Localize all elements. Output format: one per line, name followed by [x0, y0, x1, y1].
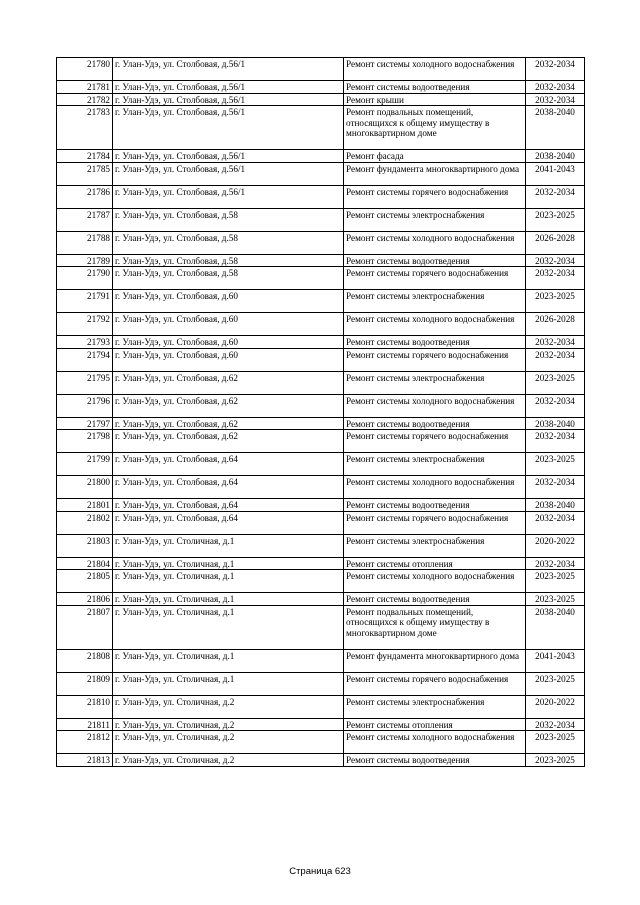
period-cell: 2038-2040: [526, 499, 585, 512]
work-type-cell: Ремонт системы электроснабжения: [344, 453, 526, 476]
row-number-cell: 21792: [57, 313, 113, 336]
work-type-cell: Ремонт системы холодного водоснабжения: [344, 58, 526, 81]
row-number-cell: 21800: [57, 476, 113, 499]
work-type-cell: Ремонт системы водоотведения: [344, 81, 526, 94]
row-number-cell: 21794: [57, 348, 113, 371]
row-number-cell: 21798: [57, 430, 113, 453]
work-type-cell: Ремонт системы электроснабжения: [344, 534, 526, 557]
row-number-cell: 21801: [57, 499, 113, 512]
period-cell: 2023-2025: [526, 290, 585, 313]
period-cell: 2023-2025: [526, 371, 585, 394]
work-type-cell: Ремонт системы электроснабжения: [344, 208, 526, 231]
row-number-cell: 21785: [57, 162, 113, 185]
row-number-cell: 21783: [57, 106, 113, 150]
period-cell: 2038-2040: [526, 605, 585, 649]
table-row: [57, 81, 585, 94]
period-cell: 2038-2040: [526, 150, 585, 163]
address-cell: г. Улан-Удэ, ул. Столбовая, д.62: [113, 417, 344, 430]
period-cell: 2023-2025: [526, 570, 585, 593]
row-number-cell: 21807: [57, 605, 113, 649]
work-type-cell: Ремонт системы электроснабжения: [344, 290, 526, 313]
row-number-cell: 21799: [57, 453, 113, 476]
work-type-cell: Ремонт системы горячего водоснабжения: [344, 348, 526, 371]
table-row: [57, 570, 585, 593]
period-cell: 2032-2034: [526, 254, 585, 267]
table-row: [57, 313, 585, 336]
work-type-cell: Ремонт системы водоотведения: [344, 336, 526, 349]
period-cell: 2032-2034: [526, 336, 585, 349]
table-row: [57, 336, 585, 349]
period-cell: 2023-2025: [526, 731, 585, 754]
row-number-cell: 21813: [57, 754, 113, 767]
period-cell: 2023-2025: [526, 208, 585, 231]
work-type-cell: Ремонт системы горячего водоснабжения: [344, 511, 526, 534]
period-cell: 2041-2043: [526, 162, 585, 185]
table-row: [57, 499, 585, 512]
address-cell: г. Улан-Удэ, ул. Столбовая, д.64: [113, 511, 344, 534]
row-number-cell: 21796: [57, 394, 113, 417]
work-type-cell: Ремонт системы холодного водоснабжения: [344, 476, 526, 499]
work-type-cell: Ремонт системы холодного водоснабжения: [344, 313, 526, 336]
address-cell: г. Улан-Удэ, ул. Столбовая, д.60: [113, 348, 344, 371]
work-type-cell: Ремонт системы холодного водоснабжения: [344, 394, 526, 417]
address-cell: г. Улан-Удэ, ул. Столбовая, д.60: [113, 336, 344, 349]
address-cell: г. Улан-Удэ, ул. Столбовая, д.56/1: [113, 58, 344, 81]
work-type-cell: Ремонт системы отопления: [344, 718, 526, 731]
work-type-cell: Ремонт системы холодного водоснабжения: [344, 231, 526, 254]
row-number-cell: 21797: [57, 417, 113, 430]
address-cell: г. Улан-Удэ, ул. Столбовая, д.58: [113, 208, 344, 231]
address-cell: г. Улан-Удэ, ул. Столичная, д.1: [113, 649, 344, 672]
address-cell: г. Улан-Удэ, ул. Столичная, д.2: [113, 754, 344, 767]
address-cell: г. Улан-Удэ, ул. Столбовая, д.56/1: [113, 106, 344, 150]
period-cell: 2032-2034: [526, 394, 585, 417]
period-cell: 2032-2034: [526, 511, 585, 534]
row-number-cell: 21784: [57, 150, 113, 163]
address-cell: г. Улан-Удэ, ул. Столбовая, д.60: [113, 290, 344, 313]
table-row: [57, 348, 585, 371]
table-row: [57, 371, 585, 394]
work-type-cell: Ремонт системы отопления: [344, 557, 526, 570]
work-type-cell: Ремонт системы электроснабжения: [344, 695, 526, 718]
capital-repair-table: [56, 57, 585, 767]
period-cell: 2032-2034: [526, 58, 585, 81]
row-number-cell: 21780: [57, 58, 113, 81]
table-row: [57, 231, 585, 254]
table-row: [57, 557, 585, 570]
period-cell: 2020-2022: [526, 534, 585, 557]
period-cell: 2038-2040: [526, 417, 585, 430]
row-number-cell: 21793: [57, 336, 113, 349]
table-row: [57, 672, 585, 695]
address-cell: г. Улан-Удэ, ул. Столичная, д.1: [113, 672, 344, 695]
work-type-cell: Ремонт системы горячего водоснабжения: [344, 430, 526, 453]
address-cell: г. Улан-Удэ, ул. Столбовая, д.64: [113, 453, 344, 476]
table-row: [57, 417, 585, 430]
work-type-cell: Ремонт системы холодного водоснабжения: [344, 570, 526, 593]
row-number-cell: 21790: [57, 267, 113, 290]
row-number-cell: 21789: [57, 254, 113, 267]
period-cell: 2023-2025: [526, 453, 585, 476]
address-cell: г. Улан-Удэ, ул. Столбовая, д.62: [113, 371, 344, 394]
table-row: [57, 605, 585, 649]
table-row: [57, 453, 585, 476]
table-row: [57, 290, 585, 313]
period-cell: 2023-2025: [526, 754, 585, 767]
address-cell: г. Улан-Удэ, ул. Столбовая, д.56/1: [113, 162, 344, 185]
table-row: [57, 754, 585, 767]
address-cell: г. Улан-Удэ, ул. Столичная, д.1: [113, 534, 344, 557]
work-type-cell: Ремонт системы горячего водоснабжения: [344, 672, 526, 695]
address-cell: г. Улан-Удэ, ул. Столичная, д.2: [113, 731, 344, 754]
row-number-cell: 21782: [57, 93, 113, 106]
table-row: [57, 58, 585, 81]
address-cell: г. Улан-Удэ, ул. Столбовая, д.60: [113, 313, 344, 336]
work-type-cell: Ремонт подвальных помещений, относящихся к общему имуществу в многоквартирном доме: [344, 605, 526, 649]
address-cell: г. Улан-Удэ, ул. Столичная, д.2: [113, 695, 344, 718]
period-cell: 2041-2043: [526, 649, 585, 672]
table-row: [57, 476, 585, 499]
work-type-cell: Ремонт системы водоотведения: [344, 754, 526, 767]
address-cell: г. Улан-Удэ, ул. Столичная, д.1: [113, 557, 344, 570]
table-row: [57, 731, 585, 754]
period-cell: 2032-2034: [526, 81, 585, 94]
page-number: Страница 623: [289, 866, 351, 877]
work-type-cell: Ремонт системы водоотведения: [344, 499, 526, 512]
address-cell: г. Улан-Удэ, ул. Столичная, д.1: [113, 593, 344, 606]
row-number-cell: 21812: [57, 731, 113, 754]
table-row: [57, 267, 585, 290]
table-row: [57, 106, 585, 150]
address-cell: г. Улан-Удэ, ул. Столбовая, д.58: [113, 254, 344, 267]
period-cell: 2038-2040: [526, 106, 585, 150]
period-cell: 2032-2034: [526, 476, 585, 499]
row-number-cell: 21788: [57, 231, 113, 254]
table-row: [57, 150, 585, 163]
work-type-cell: Ремонт крыши: [344, 93, 526, 106]
table-row: [57, 718, 585, 731]
row-number-cell: 21786: [57, 185, 113, 208]
row-number-cell: 21791: [57, 290, 113, 313]
period-cell: 2032-2034: [526, 557, 585, 570]
address-cell: г. Улан-Удэ, ул. Столбовая, д.56/1: [113, 81, 344, 94]
row-number-cell: 21808: [57, 649, 113, 672]
work-type-cell: Ремонт фундамента многоквартирного дома: [344, 649, 526, 672]
period-cell: 2026-2028: [526, 231, 585, 254]
work-type-cell: Ремонт системы холодного водоснабжения: [344, 731, 526, 754]
period-cell: 2032-2034: [526, 718, 585, 731]
work-type-cell: Ремонт системы электроснабжения: [344, 371, 526, 394]
table-row: [57, 430, 585, 453]
row-number-cell: 21795: [57, 371, 113, 394]
table-row: [57, 695, 585, 718]
table-body: [57, 58, 585, 767]
address-cell: г. Улан-Удэ, ул. Столбовая, д.58: [113, 231, 344, 254]
table-row: [57, 593, 585, 606]
table-row: [57, 394, 585, 417]
row-number-cell: 21804: [57, 557, 113, 570]
table-row: [57, 511, 585, 534]
row-number-cell: 21806: [57, 593, 113, 606]
row-number-cell: 21809: [57, 672, 113, 695]
row-number-cell: 21811: [57, 718, 113, 731]
address-cell: г. Улан-Удэ, ул. Столбовая, д.56/1: [113, 150, 344, 163]
period-cell: 2032-2034: [526, 430, 585, 453]
row-number-cell: 21781: [57, 81, 113, 94]
table-row: [57, 534, 585, 557]
table-row: [57, 649, 585, 672]
period-cell: 2026-2028: [526, 313, 585, 336]
address-cell: г. Улан-Удэ, ул. Столбовая, д.64: [113, 499, 344, 512]
work-type-cell: Ремонт фундамента многоквартирного дома: [344, 162, 526, 185]
period-cell: 2020-2022: [526, 695, 585, 718]
work-type-cell: Ремонт системы водоотведения: [344, 254, 526, 267]
work-type-cell: Ремонт системы водоотведения: [344, 593, 526, 606]
work-type-cell: Ремонт фасада: [344, 150, 526, 163]
row-number-cell: 21787: [57, 208, 113, 231]
address-cell: г. Улан-Удэ, ул. Столбовая, д.56/1: [113, 93, 344, 106]
period-cell: 2023-2025: [526, 593, 585, 606]
row-number-cell: 21805: [57, 570, 113, 593]
table-row: [57, 208, 585, 231]
period-cell: 2032-2034: [526, 185, 585, 208]
period-cell: 2023-2025: [526, 672, 585, 695]
period-cell: 2032-2034: [526, 348, 585, 371]
row-number-cell: 21803: [57, 534, 113, 557]
row-number-cell: 21810: [57, 695, 113, 718]
address-cell: г. Улан-Удэ, ул. Столбовая, д.62: [113, 394, 344, 417]
period-cell: 2032-2034: [526, 267, 585, 290]
table-row: [57, 185, 585, 208]
address-cell: г. Улан-Удэ, ул. Столбовая, д.56/1: [113, 185, 344, 208]
address-cell: г. Улан-Удэ, ул. Столбовая, д.58: [113, 267, 344, 290]
work-type-cell: Ремонт системы горячего водоснабжения: [344, 267, 526, 290]
row-number-cell: 21802: [57, 511, 113, 534]
period-cell: 2032-2034: [526, 93, 585, 106]
work-type-cell: Ремонт подвальных помещений, относящихся к общему имуществу в многоквартирном доме: [344, 106, 526, 150]
address-cell: г. Улан-Удэ, ул. Столичная, д.1: [113, 605, 344, 649]
table-row: [57, 254, 585, 267]
address-cell: г. Улан-Удэ, ул. Столичная, д.1: [113, 570, 344, 593]
address-cell: г. Улан-Удэ, ул. Столбовая, д.64: [113, 476, 344, 499]
table-row: [57, 93, 585, 106]
table-row: [57, 162, 585, 185]
work-type-cell: Ремонт системы горячего водоснабжения: [344, 185, 526, 208]
work-type-cell: Ремонт системы водоотведения: [344, 417, 526, 430]
address-cell: г. Улан-Удэ, ул. Столичная, д.2: [113, 718, 344, 731]
address-cell: г. Улан-Удэ, ул. Столбовая, д.62: [113, 430, 344, 453]
